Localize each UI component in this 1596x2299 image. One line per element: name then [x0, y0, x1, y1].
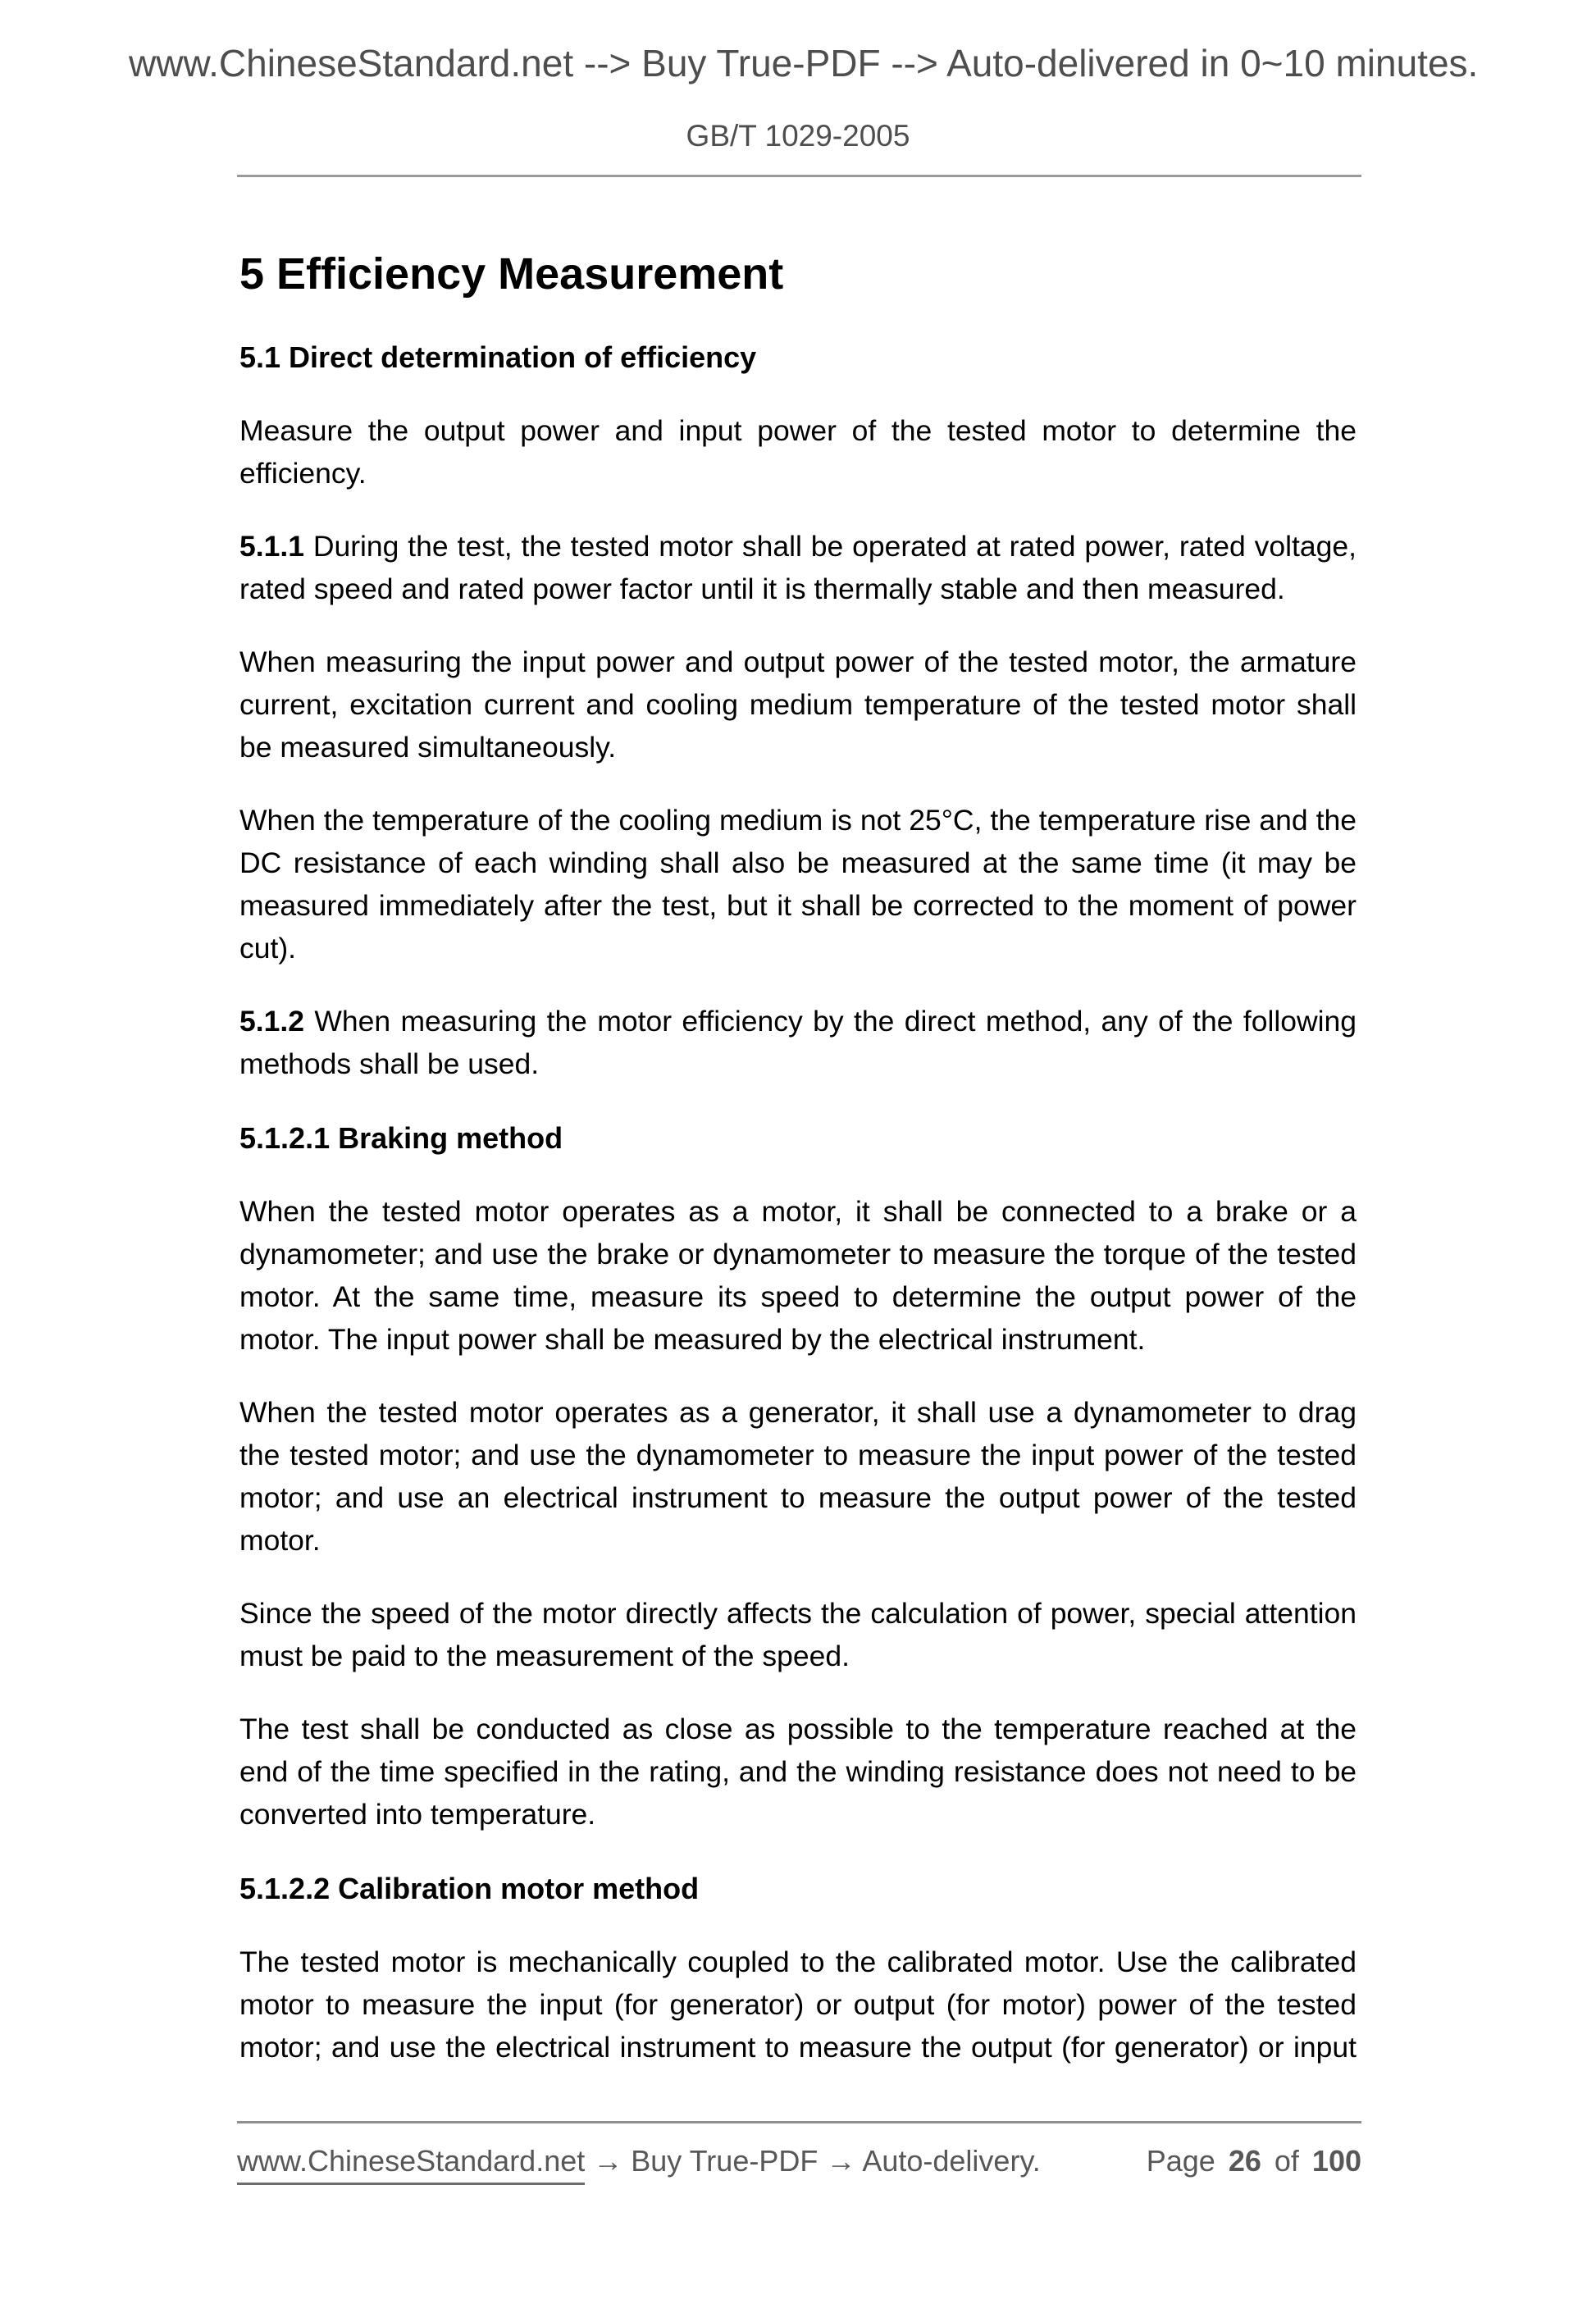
clause-number: 5.1.2 — [239, 1005, 304, 1038]
page-indicator — [1147, 2142, 1361, 2180]
paragraph-text: When measuring the motor efficiency by the direct method, any of the following methods shall be used. — [239, 1005, 1357, 1080]
subsection-heading-5-1: 5.1 Direct determination of efficiency — [239, 340, 757, 374]
paragraph-4: When the temperature of the cooling medium is not 25°C, the temperature rise and the DC resistance of each winding shall also be measured at the same time (it may be measured immediately after the test, but it shall be corrected to the moment of power cut). — [239, 804, 1357, 965]
footer-divider — [237, 2121, 1361, 2123]
total-page-number: 100 — [1311, 2144, 1361, 2178]
paragraph-6: When the tested motor operates as a motor, it shall be connected to a brake or a dynamometer; and use the brake or dynamometer to measure the torque of the tested motor. At the same time, measure its speed to determine the output power of the motor. The input power shall be measured by the electrical instrument. — [239, 1195, 1357, 1356]
footer-promo — [237, 2142, 1041, 2185]
doc-number: GB/T 1029-2005 — [686, 119, 910, 153]
paragraph-9: The test shall be conducted as close as possible to the temperature reached at the end of the time specified in the rating, and the winding resistance does not need to be converted into temperature. — [239, 1713, 1357, 1831]
subsection-heading-5-1-2-2: 5.1.2.2 Calibration motor method — [239, 1872, 700, 1905]
header-promo-text: www.ChineseStandard.net --> Buy True-PDF --> Auto-delivered in 0~10 minutes. — [129, 42, 1479, 84]
document-body — [239, 248, 1357, 2069]
section-title: 5 Efficiency Measurement — [239, 249, 784, 299]
paragraph-3: When measuring the input power and output power of the tested motor, the armature current, excitation current and cooling medium temperature of the tested motor shall be measured simultaneously. — [239, 645, 1357, 764]
paragraph-1: Measure the output power and input power of the tested motor to determine the efficiency. — [239, 414, 1357, 490]
page-label: Page — [1146, 2144, 1215, 2178]
clause-number: 5.1.1 — [239, 530, 304, 563]
footer-link[interactable]: www.ChineseStandard.net — [237, 2142, 585, 2185]
page-footer — [237, 2142, 1361, 2185]
paragraph-10: The tested motor is mechanically coupled to the calibrated motor. Use the calibrated motor to measure the input (for generator) or output (for motor) power of the tested motor; and use the electrical instrument to measure the output (for generator) or input — [239, 1945, 1357, 2064]
header-divider — [237, 175, 1361, 177]
paragraph-7: When the tested motor operates as a generator, it shall use a dynamometer to drag the tested motor; and use the dynamometer to measure the input power of the tested motor; and use an electrical instrument to measure the output power of the tested motor. — [239, 1396, 1357, 1557]
paragraph-2 — [239, 525, 1357, 610]
paragraph-5 — [239, 1000, 1357, 1085]
paragraph-8: Since the speed of the motor directly affects the calculation of power, special attention must be paid to the measurement of the speed. — [239, 1597, 1357, 1672]
current-page-number: 26 — [1228, 2144, 1261, 2178]
subsection-heading-5-1-2-1: 5.1.2.1 Braking method — [239, 1121, 563, 1155]
footer-tagline: → Buy True-PDF → Auto-delivery. — [593, 2144, 1041, 2178]
paragraph-text: During the test, the tested motor shall be operated at rated power, rated voltage, rated speed and rated power factor until it is thermally stable and then measured. — [239, 530, 1357, 605]
of-label: of — [1274, 2144, 1299, 2178]
